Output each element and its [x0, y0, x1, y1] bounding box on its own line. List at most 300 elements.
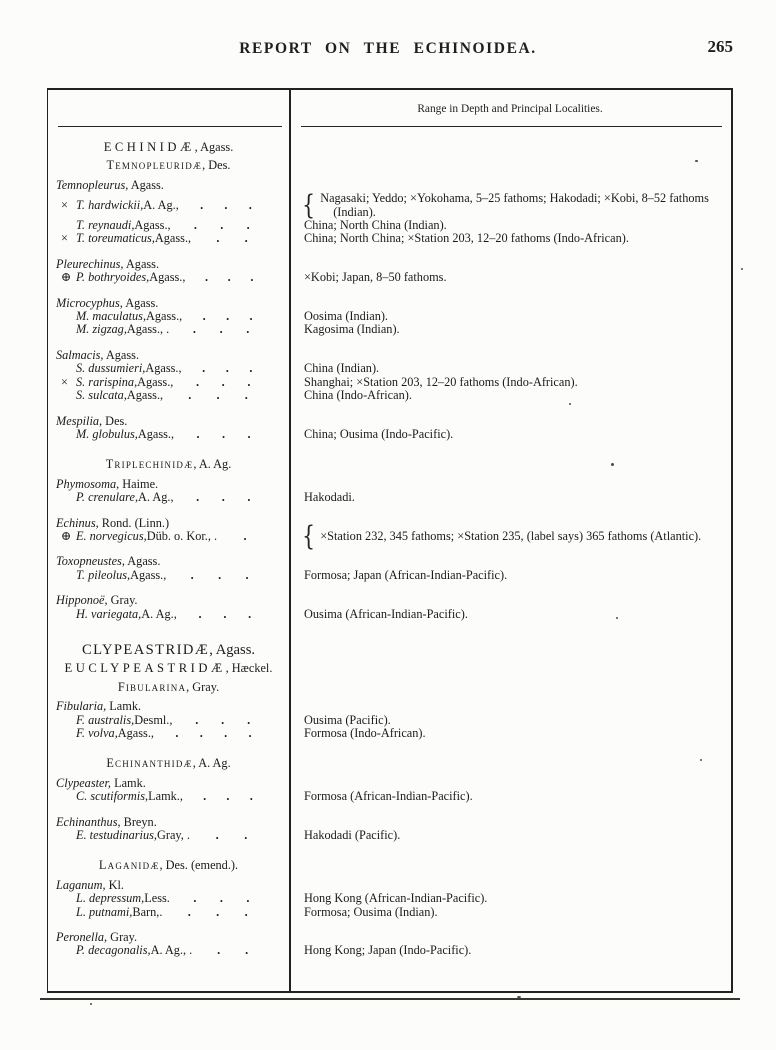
- species-cell: [48, 944, 289, 957]
- genus-group: [48, 879, 731, 919]
- heading-name: ECHINIDÆ: [103, 140, 195, 154]
- leader-dots: [163, 389, 273, 401]
- species-row: [48, 491, 731, 504]
- genus-line: [48, 594, 289, 607]
- species-cell: [48, 428, 289, 441]
- locality-cell: [289, 189, 731, 221]
- genus-line: [48, 297, 289, 310]
- locality-cell: [289, 892, 731, 905]
- genus-line: [48, 777, 289, 790]
- section-heading: [48, 681, 289, 694]
- species-row: [48, 232, 731, 245]
- genus-author: Agass.: [128, 177, 164, 192]
- species-author: Agass.,: [117, 726, 154, 740]
- species-cell: [48, 892, 289, 905]
- genus-group: [48, 931, 731, 958]
- leader-dots: [185, 271, 273, 283]
- species-name: M. globulus,: [76, 426, 138, 441]
- leader-dot: .: [244, 904, 248, 919]
- leader-dot: .: [249, 361, 253, 376]
- genus-group: [48, 555, 731, 582]
- genus-name: Echinus,: [56, 515, 99, 530]
- table-header-row: [48, 90, 731, 127]
- species-name: C. scutiformis,: [76, 789, 149, 804]
- section-heading: [48, 662, 289, 675]
- leader-dots: [166, 569, 273, 581]
- genus-group: [48, 258, 731, 285]
- genus-line: [48, 478, 289, 491]
- scan-speck: [700, 759, 702, 761]
- genus-author: Agass.: [103, 347, 140, 362]
- record-marker-icon: ×: [61, 197, 68, 212]
- locality-cell: [289, 232, 731, 245]
- leader-dot: .: [248, 606, 252, 621]
- genus-line: [48, 179, 289, 192]
- species-name: E. norvegicus,: [76, 528, 147, 543]
- genus-line: [48, 879, 289, 892]
- range-column-label: Range in Depth and Principal Localities.: [417, 102, 603, 115]
- leader-dot: .: [247, 712, 251, 727]
- scan-speck: [741, 268, 743, 270]
- leader-dot: .: [224, 726, 228, 740]
- species-name: T. reynaudi,: [76, 218, 135, 233]
- record-marker-icon: ×: [61, 231, 68, 246]
- species-name: L. depressum,: [76, 891, 145, 906]
- leader-dot: .: [247, 426, 251, 441]
- leader-dot: .: [221, 426, 226, 441]
- locality-text: China (Indo-African).: [304, 388, 412, 403]
- leader-dot: .: [216, 388, 220, 403]
- record-marker-icon: ⊕: [61, 528, 72, 543]
- genus-author: Rond. (Linn.): [98, 515, 170, 530]
- leader-dot: .: [195, 712, 199, 727]
- genus-name: Laganum,: [56, 877, 106, 892]
- leader-dot: .: [226, 309, 230, 324]
- locality-cell: [289, 790, 731, 803]
- locality-text: China; Ousima (Indo-Pacific).: [304, 426, 454, 441]
- genus-author: Haime.: [119, 476, 159, 491]
- locality-text: Ousima (African-Indian-Pacific).: [304, 606, 468, 621]
- bottom-scan-rule: [40, 998, 740, 1000]
- leader-dot: .: [215, 828, 219, 843]
- leader-dot: .: [225, 361, 229, 376]
- species-row: [48, 906, 731, 919]
- locality-cell: [289, 714, 731, 727]
- species-author: A. Ag.,: [141, 606, 177, 621]
- genus-group: [48, 515, 731, 552]
- leader-dot: .: [224, 197, 228, 212]
- leader-dots: [162, 906, 273, 918]
- species-name: F. volva,: [76, 726, 118, 740]
- genus-group: [48, 415, 731, 442]
- species-row: [48, 569, 731, 582]
- species-cell: [48, 199, 289, 212]
- species-cell: [48, 829, 289, 842]
- heading-name: CLYPEASTRIDÆ: [81, 641, 210, 658]
- leader-dots: [154, 727, 273, 739]
- leader-dot: .: [217, 943, 221, 958]
- species-author: Agass.,: [149, 270, 186, 285]
- species-author: Düb. o. Kor., .: [146, 528, 218, 543]
- leader-dots: [172, 714, 273, 726]
- leader-dots: [183, 790, 273, 802]
- species-row: [48, 790, 731, 803]
- locality-text: Oosima (Indian).: [304, 309, 389, 324]
- table-header-range-column: [289, 90, 731, 127]
- leader-dot: .: [193, 891, 197, 906]
- species-row: [48, 428, 731, 441]
- species-author: A. Ag., .: [150, 943, 193, 958]
- locality-text: Nagasaki; Yeddo; ×Yokohama, 5–25 fathoms; Hakodadi; ×Kobi, 8–52 fathoms (Indian).: [320, 191, 709, 219]
- locality-text: Hong Kong; Japan (Indo-Pacific).: [304, 943, 472, 958]
- species-cell: [48, 376, 289, 389]
- genus-line: [48, 415, 289, 428]
- genus-group: [48, 816, 731, 843]
- species-row: [48, 892, 731, 905]
- locality-text: Formosa; Japan (African-Indian-Pacific).: [304, 567, 508, 582]
- species-author: A. Ag.,: [138, 490, 174, 505]
- leader-dots: [171, 219, 273, 231]
- leader-dot: .: [192, 322, 196, 337]
- species-name: P. crenulare,: [76, 490, 139, 505]
- species-row: [48, 389, 731, 402]
- species-author: Agass.,: [134, 218, 171, 233]
- species-name: M. zigzag,: [76, 322, 127, 337]
- locality-text: China (Indian).: [304, 361, 380, 376]
- genus-author: Gray.: [107, 593, 138, 608]
- heading-author: , Agass.: [209, 641, 256, 658]
- species-name: L. putnami,: [76, 904, 133, 919]
- heading-name: Laganidæ: [98, 858, 160, 873]
- page-title: REPORT ON THE ECHINOIDEA.: [239, 40, 537, 57]
- table-header-species-column: [48, 90, 289, 127]
- leader-dot: .: [219, 891, 223, 906]
- genus-line: [48, 349, 289, 362]
- section-heading: [48, 641, 289, 658]
- heading-author: , Des.: [202, 158, 231, 173]
- genus-line: [48, 816, 289, 829]
- species-row: [48, 362, 731, 375]
- locality-text: Ousima (Pacific).: [304, 712, 391, 727]
- species-author: Gray, .: [156, 828, 190, 843]
- species-cell: [48, 232, 289, 245]
- species-author: Barn,.: [132, 904, 163, 919]
- leader-dot: .: [248, 197, 252, 212]
- taxa-table: [47, 88, 733, 993]
- locality-text: Kagosima (Indian).: [304, 322, 400, 337]
- genus-author: Des.: [102, 413, 128, 428]
- genus-name: Pleurechinus,: [56, 256, 124, 271]
- heading-name: Fibularina: [117, 679, 187, 694]
- species-cell: [48, 362, 289, 375]
- species-name: T. hardwickii,: [76, 197, 144, 212]
- species-cell: [48, 790, 289, 803]
- leader-dot: .: [223, 606, 227, 621]
- genus-author: Gray.: [107, 930, 138, 945]
- leader-dot: .: [219, 322, 223, 337]
- genus-name: Hipponoë,: [56, 593, 108, 608]
- genus-name: Echinanthus,: [56, 814, 121, 829]
- species-row: [48, 727, 731, 740]
- species-row: [48, 829, 731, 842]
- genus-author: Breyn.: [120, 814, 157, 829]
- species-name: P. decagonalis,: [76, 943, 151, 958]
- genus-author: Lamk.: [106, 699, 142, 714]
- leader-dots: [190, 829, 273, 841]
- locality-cell: [289, 727, 731, 740]
- locality-text: Formosa (African-Indian-Pacific).: [304, 789, 473, 804]
- genus-name: Salmacis,: [56, 347, 104, 362]
- leader-dots: [182, 310, 273, 322]
- species-row: [48, 271, 731, 284]
- species-row: [48, 219, 731, 232]
- locality-cell: [289, 219, 731, 232]
- locality-cell: [289, 376, 731, 389]
- species-name: T. pileolus,: [76, 567, 131, 582]
- species-author: Agass.,: [126, 388, 164, 403]
- leader-dot: .: [246, 218, 250, 233]
- heading-author: , Agass.: [194, 140, 234, 154]
- leader-dot: .: [247, 490, 251, 505]
- leader-dots: [217, 530, 273, 542]
- genus-author: Agass.: [123, 256, 160, 271]
- leader-dot: .: [203, 789, 207, 804]
- locality-cell: [289, 323, 731, 336]
- species-row: [48, 310, 731, 323]
- species-cell: [48, 530, 289, 543]
- leader-dot: .: [245, 943, 249, 958]
- heading-author: , A. Ag.: [193, 457, 232, 472]
- leader-dot: .: [247, 374, 251, 389]
- locality-text: Shanghai; ×Station 203, 12–20 fathoms (Indo-African).: [304, 374, 578, 389]
- scan-speck: [616, 617, 618, 619]
- genus-name: Microcyphus,: [56, 295, 123, 310]
- genus-group: [48, 179, 731, 246]
- column-divider: [289, 90, 291, 991]
- genus-name: Toxopneustes,: [56, 554, 125, 569]
- species-author: Agass.,: [146, 309, 183, 324]
- leader-dot: .: [221, 374, 225, 389]
- genus-author: Agass.: [124, 554, 161, 569]
- leader-dot: .: [195, 374, 200, 389]
- genus-name: Fibularia,: [56, 699, 107, 714]
- scan-speck: [611, 463, 614, 466]
- leader-dot: .: [246, 322, 250, 337]
- leader-dot: .: [188, 388, 192, 403]
- locality-text: ×Kobi; Japan, 8–50 fathoms.: [304, 270, 447, 285]
- species-cell: [48, 727, 289, 740]
- locality-cell: [289, 608, 731, 621]
- locality-cell: [289, 271, 731, 284]
- brace-icon: {: [302, 520, 316, 552]
- species-row: [48, 714, 731, 727]
- section-heading: [48, 859, 289, 872]
- heading-author: , Gray.: [186, 679, 220, 694]
- table-body: [48, 127, 731, 958]
- leader-dot: .: [202, 309, 206, 324]
- section-heading: [48, 159, 289, 172]
- locality-text: Hakodadi (Pacific).: [304, 828, 401, 843]
- leader-dot: .: [227, 270, 231, 285]
- leader-dot: .: [199, 726, 203, 740]
- scan-speck: [695, 160, 698, 162]
- leader-dot: .: [205, 270, 209, 285]
- leader-dots: [169, 323, 273, 335]
- species-cell: [48, 569, 289, 582]
- genus-line: [48, 258, 289, 271]
- locality-text: Hakodadi.: [304, 490, 355, 505]
- genus-name: Peronella,: [56, 930, 108, 945]
- genus-group: [48, 349, 731, 403]
- leader-dot: .: [249, 309, 253, 324]
- heading-name: EUCLYPEASTRIDÆ: [64, 661, 226, 676]
- locality-cell: [289, 362, 731, 375]
- heading-author: , Des. (emend.).: [159, 858, 239, 873]
- leader-dots: [182, 362, 273, 374]
- species-cell: [48, 310, 289, 323]
- species-name: H. variegata,: [76, 606, 142, 621]
- leader-dot: .: [226, 789, 230, 804]
- locality-text: Formosa (Indo-African).: [304, 726, 426, 740]
- leader-dot: .: [187, 904, 191, 919]
- genus-line: [48, 555, 289, 568]
- locality-text: China; North China (Indian).: [304, 218, 447, 233]
- locality-cell: [289, 389, 731, 402]
- species-author: A. Ag.,: [143, 197, 179, 212]
- leader-dot: .: [248, 726, 252, 740]
- leader-dot: .: [190, 567, 194, 582]
- leader-dot: .: [244, 231, 248, 246]
- genus-group: [48, 594, 731, 621]
- species-cell: [48, 323, 289, 336]
- genus-name: Clypeaster,: [56, 775, 111, 790]
- species-cell: [48, 608, 289, 621]
- leader-dots: [173, 376, 273, 388]
- leader-dot: .: [216, 231, 220, 246]
- species-author: Agass., .: [126, 322, 170, 337]
- locality-cell: [289, 569, 731, 582]
- scan-speck: [517, 996, 521, 998]
- leader-dot: .: [175, 726, 179, 740]
- species-name: T. toreumaticus,: [76, 231, 155, 246]
- locality-cell: [289, 906, 731, 919]
- record-marker-icon: ⊕: [61, 270, 72, 285]
- genus-author: Kl.: [105, 877, 124, 892]
- species-author: Less.: [144, 891, 170, 906]
- species-cell: [48, 491, 289, 504]
- locality-text: China; North China; ×Station 203, 12–20 fathoms (Indo-African).: [304, 231, 629, 246]
- heading-name: Triplechinidæ: [105, 457, 194, 472]
- species-cell: [48, 219, 289, 232]
- leader-dot: .: [244, 828, 248, 843]
- leader-dot: .: [218, 567, 222, 582]
- leader-dots: [179, 199, 273, 211]
- leader-dots: [174, 491, 273, 503]
- locality-cell: [289, 310, 731, 323]
- species-author: Lamk.,: [148, 789, 183, 804]
- record-marker-icon: ×: [61, 374, 68, 389]
- species-author: Desml.,: [134, 712, 173, 727]
- leader-dot: .: [250, 270, 254, 285]
- scan-speck: [569, 403, 571, 405]
- leader-dot: .: [249, 789, 253, 804]
- brace-icon: {: [302, 189, 316, 221]
- page-number: 265: [707, 37, 733, 56]
- leader-dot: .: [220, 218, 224, 233]
- genus-group: [48, 777, 731, 804]
- genus-author: Agass.: [122, 295, 159, 310]
- species-name: F. australis,: [76, 712, 135, 727]
- genus-author: Lamk.: [111, 775, 146, 790]
- leader-dots: [191, 232, 273, 244]
- species-cell: [48, 714, 289, 727]
- section-heading: [48, 141, 289, 154]
- leader-dot: .: [221, 490, 225, 505]
- species-row: [48, 944, 731, 957]
- species-cell: [48, 271, 289, 284]
- genus-group: [48, 478, 731, 505]
- heading-author: , Hæckel.: [225, 661, 273, 676]
- locality-cell: [289, 491, 731, 504]
- section-heading: [48, 458, 289, 471]
- locality-cell: [289, 428, 731, 441]
- genus-name: Temnopleurus,: [56, 177, 129, 192]
- leader-dots: [170, 892, 273, 904]
- leader-dot: .: [243, 528, 247, 543]
- genus-line: [48, 517, 289, 530]
- genus-group: [48, 297, 731, 337]
- species-name: S. dussumieri,: [76, 361, 146, 376]
- heading-name: Echinanthidæ: [106, 756, 193, 771]
- genus-name: Phymosoma,: [56, 476, 120, 491]
- leader-dot: .: [245, 567, 249, 582]
- leader-dot: .: [198, 606, 202, 621]
- locality-cell: [289, 520, 731, 552]
- genus-group: [48, 700, 731, 740]
- species-name: S. rarispina,: [76, 374, 138, 389]
- leader-dot: .: [221, 712, 225, 727]
- leader-dot: .: [200, 197, 204, 212]
- species-author: Agass.,: [154, 231, 192, 246]
- species-cell: [48, 389, 289, 402]
- leader-dot: .: [216, 904, 220, 919]
- genus-line: [48, 700, 289, 713]
- species-author: Agass.,: [137, 374, 174, 389]
- species-author: Agass.,: [145, 361, 182, 376]
- heading-author: , A. Ag.: [192, 756, 231, 771]
- species-author: Agass.,: [130, 567, 167, 582]
- species-name: P. bothryoides,: [76, 270, 150, 285]
- locality-text: ×Station 232, 345 fathoms; ×Station 235, (label says) 365 fathoms (Atlantic).: [320, 528, 702, 543]
- species-row: [48, 323, 731, 336]
- species-row: [48, 608, 731, 621]
- species-cell: [48, 906, 289, 919]
- species-name: S. sulcata,: [76, 388, 127, 403]
- locality-text: Hong Kong (African-Indian-Pacific).: [304, 891, 488, 906]
- leader-dot: .: [196, 490, 200, 505]
- leader-dot: .: [193, 218, 197, 233]
- species-name: M. maculatus,: [76, 309, 147, 324]
- leader-dots: [177, 608, 273, 620]
- locality-cell: [289, 944, 731, 957]
- species-row: [48, 376, 731, 389]
- locality-text: Formosa; Ousima (Indian).: [304, 904, 438, 919]
- leader-dots: [192, 944, 273, 956]
- scan-speck: [90, 1003, 92, 1005]
- species-author: Agass.,: [137, 426, 175, 441]
- leader-dot: .: [244, 388, 248, 403]
- genus-line: [48, 931, 289, 944]
